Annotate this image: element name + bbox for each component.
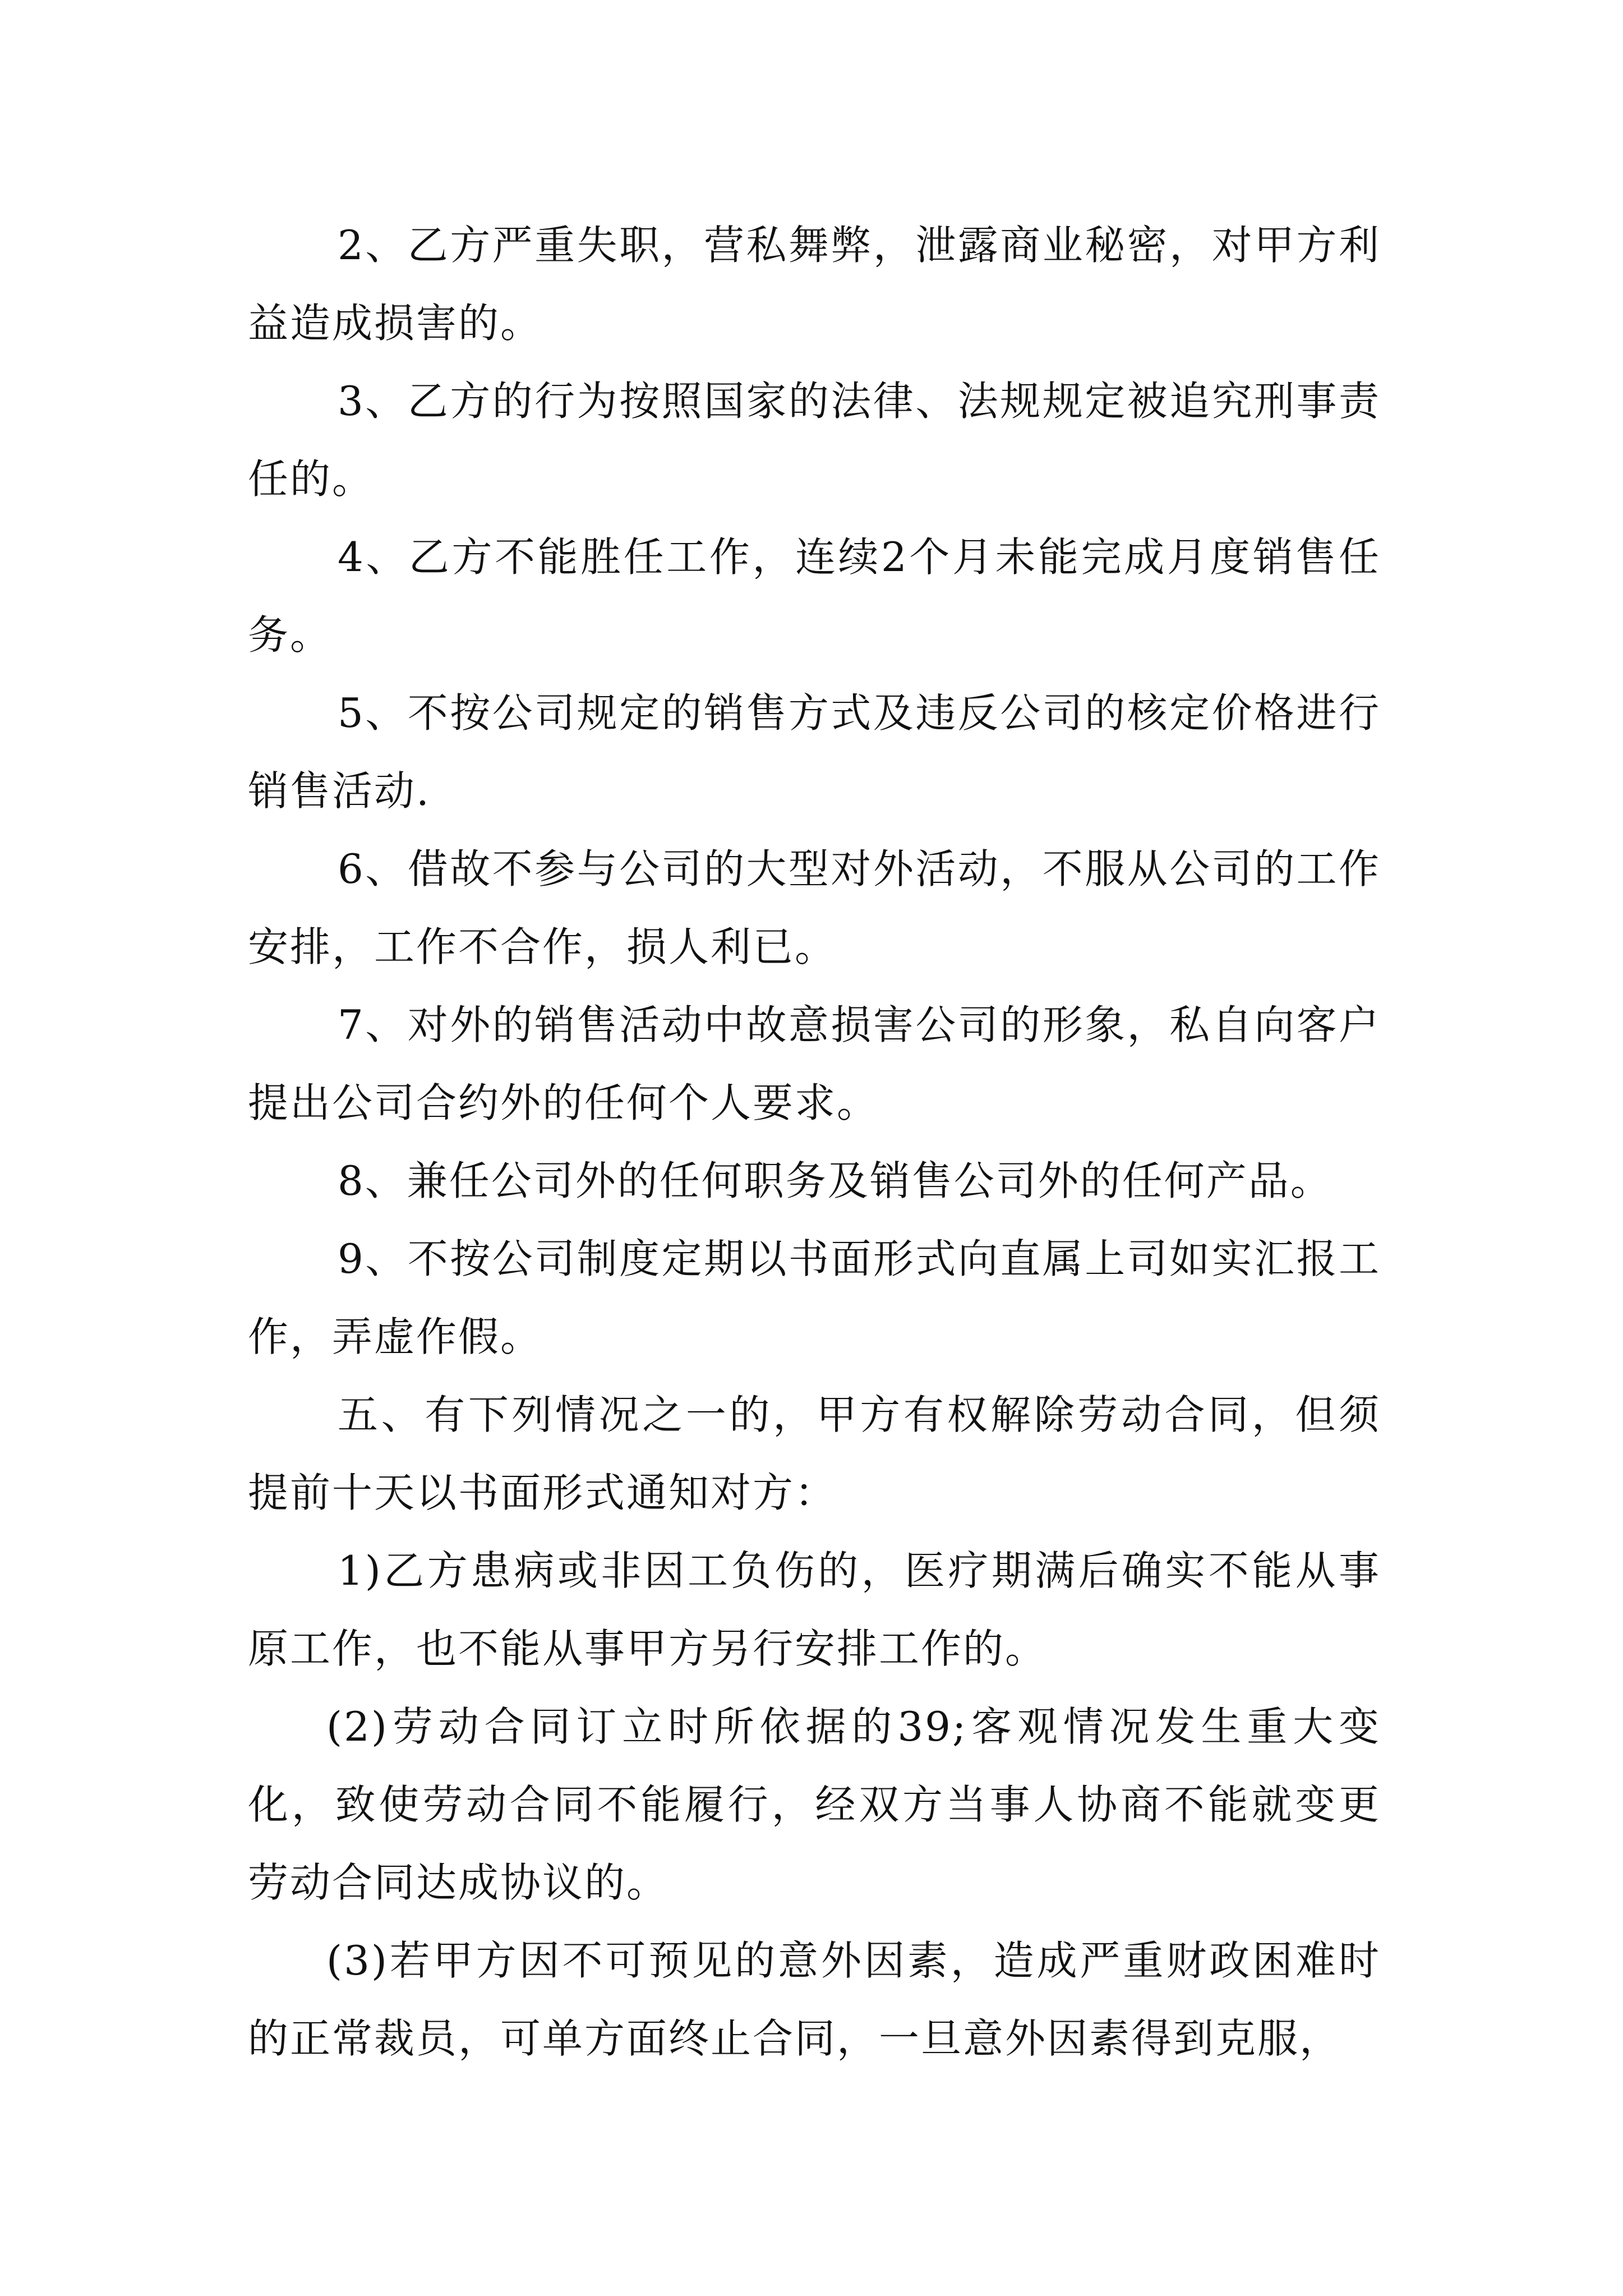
- clause-8: 8、兼任公司外的任何职务及销售公司外的任何产品。: [338, 1157, 1332, 1204]
- clause-6: 6、借故不参与公司的大型对外活动，不服从公司的工作安排，工作不合作，损人利已。: [248, 845, 1381, 970]
- section-five-item-3: (3)若甲方因不可预见的意外因素，造成严重财政困难时的正常裁员，可单方面终止合同，一旦意外因素得到克服，: [248, 1937, 1381, 2062]
- clause-9: 9、不按公司制度定期以书面形式向直属上司如实汇报工作，弄虚作假。: [248, 1235, 1381, 1360]
- clause-4: 4、乙方不能胜任工作，连续2个月未能完成月度销售任务。: [248, 533, 1381, 659]
- section-five-item-1: 1)乙方患病或非因工负伤的，医疗期满后确实不能从事原工作，也不能从事甲方另行安排工作的。: [248, 1547, 1381, 1672]
- section-five-heading: 五、有下列情况之一的，甲方有权解除劳动合同，但须提前十天以书面形式通知对方：: [248, 1391, 1381, 1516]
- clause-2: 2、乙方严重失职，营私舞弊，泄露商业秘密，对甲方利益造成损害的。: [248, 222, 1381, 347]
- clause-7: 7、对外的销售活动中故意损害公司的形象，私自向客户提出公司合约外的任何个人要求。: [248, 1001, 1381, 1126]
- section-five-item-2: (2)劳动合同订立时所依据的39;客观情况发生重大变化，致使劳动合同不能履行，经双方当事人协商不能就变更劳动合同达成协议的。: [248, 1703, 1381, 1906]
- clause-3: 3、乙方的行为按照国家的法律、法规规定被追究刑事责任的。: [248, 378, 1381, 503]
- document-body: [248, 206, 1381, 2078]
- clause-5: 5、不按公司规定的销售方式及违反公司的核定价格进行销售活动.: [248, 689, 1381, 815]
